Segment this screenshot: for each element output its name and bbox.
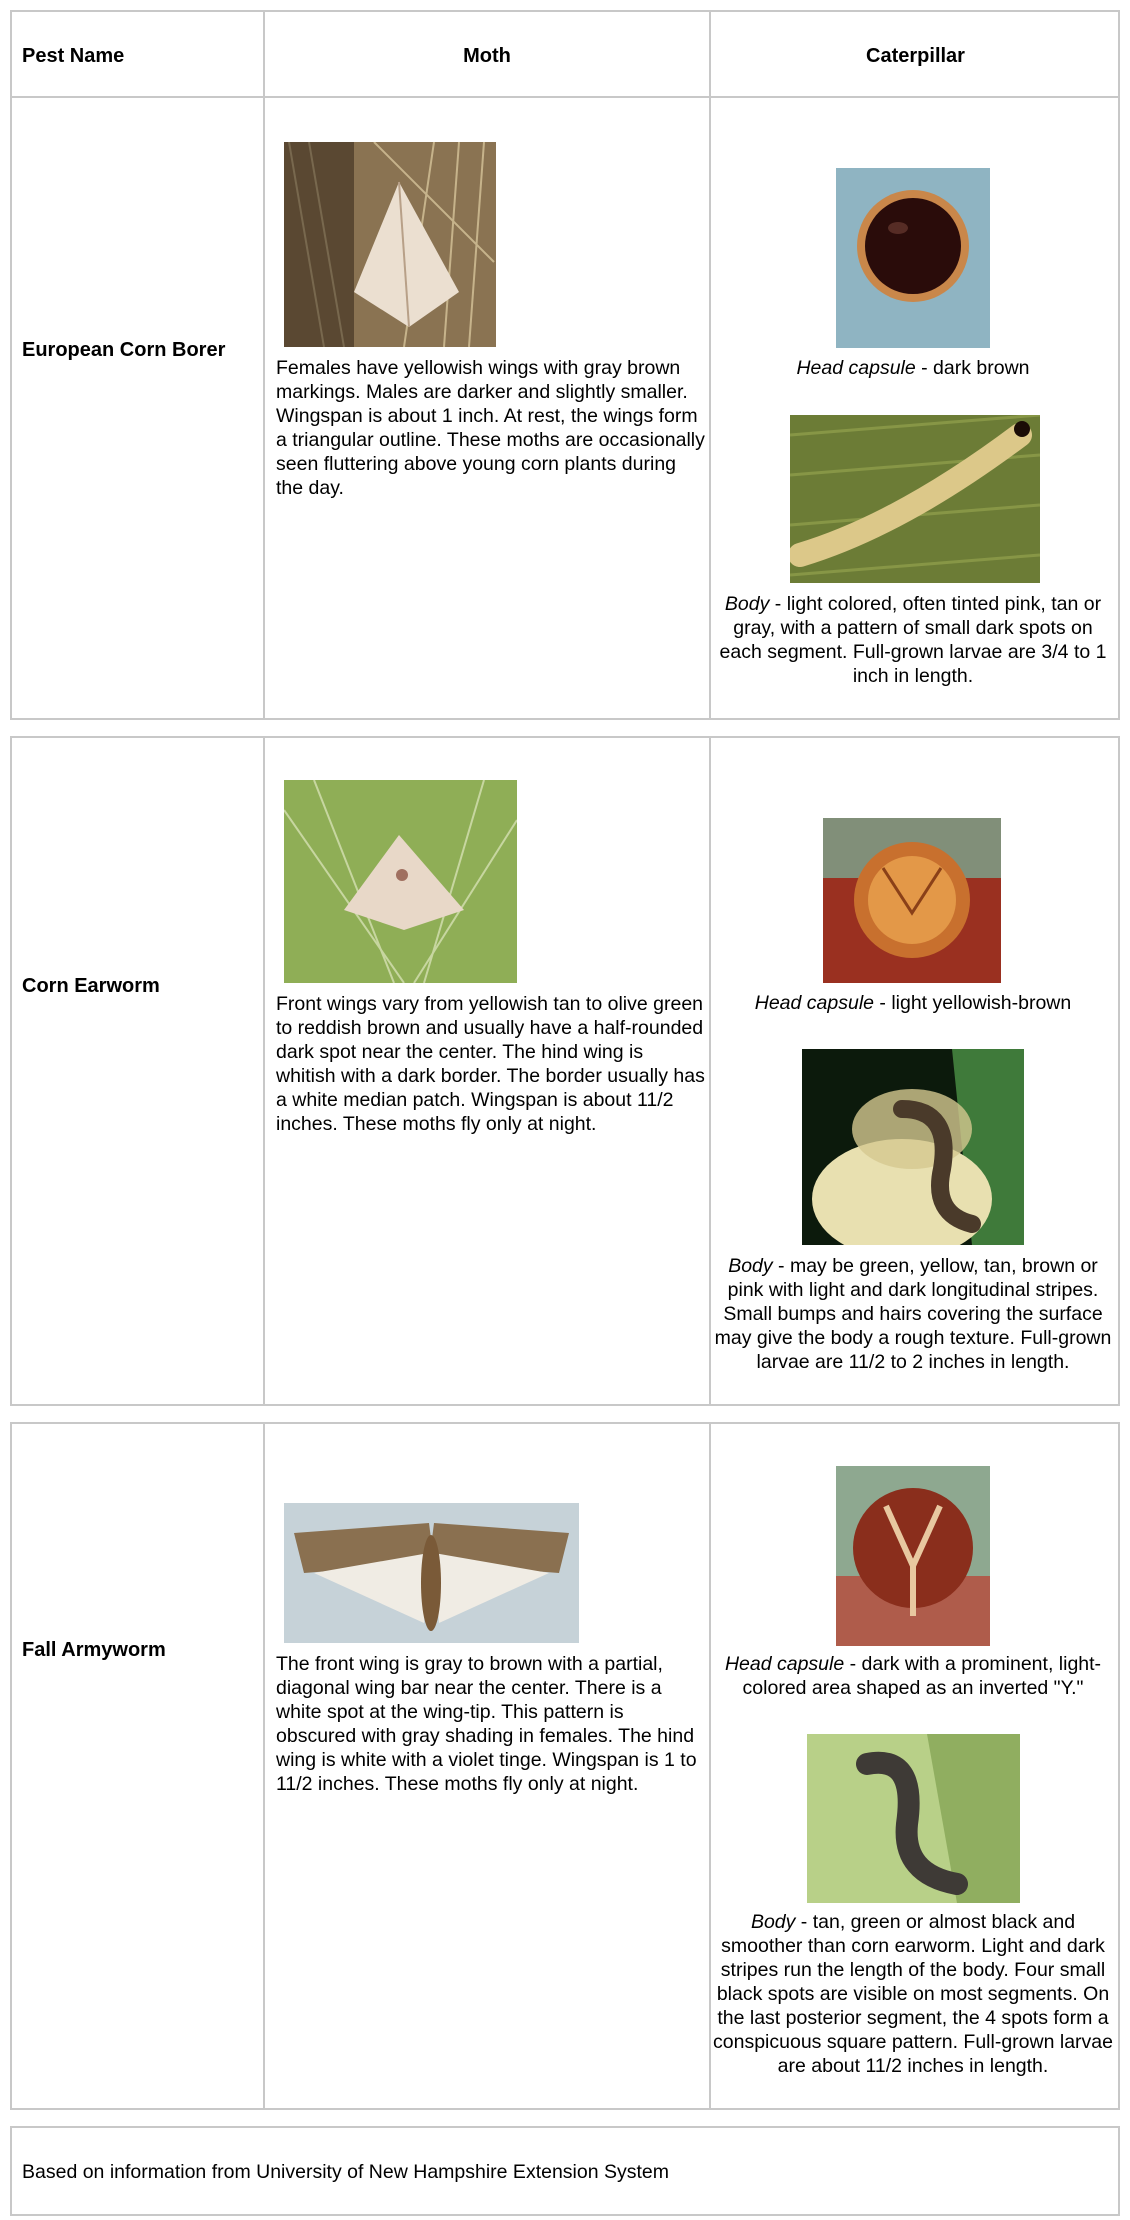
body-text: - may be green, yellow, tan, brown or pink with light and dark longitudinal stripes. Small bumps and hairs covering the surface may give the body a rough texture. Full-grown larvae are 11/2 to 2 inches in length. bbox=[714, 1255, 1112, 1373]
body-label: Body bbox=[750, 1911, 796, 1933]
column-divider bbox=[709, 1422, 711, 2110]
head-capsule-text: - dark with a prominent, light-colored area shaped as an inverted "Y." bbox=[742, 1653, 1102, 1699]
header-moth: Moth bbox=[463, 45, 511, 67]
body-label: Body bbox=[728, 1255, 773, 1277]
header-pest-name: Pest Name bbox=[22, 45, 125, 67]
head-capsule-caption bbox=[712, 356, 1114, 380]
caterpillar-body-photo bbox=[790, 415, 1040, 583]
caterpillar-body-caption bbox=[712, 1910, 1114, 2078]
header-caterpillar: Caterpillar bbox=[866, 45, 965, 67]
head-capsule-text: - dark brown bbox=[915, 357, 1030, 379]
head-capsule-label: Head capsule bbox=[796, 357, 916, 379]
column-divider bbox=[263, 736, 265, 1406]
moth-photo bbox=[284, 780, 517, 983]
moth-description: The front wing is gray to brown with a partial, diagonal wing bar near the center. There is a white spot at the wing-tip. This pattern is obscured with gray shading in females. The hind wing is white with a violet tinge. Wingspan is 1 to 11/2 inches. These moths fly only at night. bbox=[276, 1653, 697, 1795]
caterpillar-body-caption bbox=[712, 1254, 1114, 1374]
head-capsule-photo bbox=[823, 818, 1001, 983]
head-capsule-label: Head capsule bbox=[754, 992, 874, 1014]
head-capsule-label: Head capsule bbox=[724, 1653, 845, 1675]
caterpillar-body-photo bbox=[802, 1049, 1024, 1245]
column-divider bbox=[263, 1422, 265, 2110]
caterpillar-body-caption bbox=[712, 592, 1114, 688]
pest-name: European Corn Borer bbox=[22, 339, 226, 361]
caterpillar-body-photo bbox=[807, 1734, 1020, 1903]
head-capsule-caption bbox=[712, 991, 1114, 1015]
body-label: Body bbox=[724, 593, 770, 615]
pest-name: Fall Armyworm bbox=[22, 1639, 166, 1661]
moth-photo bbox=[284, 142, 496, 347]
body-text: - light colored, often tinted pink, tan or gray, with a pattern of small dark spots on each segment. Full-grown larvae are 3/4 to 1 inch in length. bbox=[719, 593, 1107, 687]
moth-description: Front wings vary from yellowish tan to olive green to reddish brown and usually have a half-rounded dark spot near the center. The hind wing is whitish with a dark border. The border usually has a white median patch. Wingspan is about 11/2 inches. These moths fly only at night. bbox=[276, 993, 705, 1135]
column-divider bbox=[709, 736, 711, 1406]
body-text: - tan, green or almost black and smoother than corn earworm. Light and dark stripes run the length of the body. Four small black spots are visible on most segments. On the last posterior segment, the 4 spots form a conspicuous square pattern. Full-grown larvae are about 11/2 inches in length. bbox=[713, 1911, 1113, 2077]
source-note: Based on information from University of New Hampshire Extension System bbox=[22, 2161, 670, 2183]
head-capsule-caption bbox=[712, 1652, 1114, 1700]
pest-name: Corn Earworm bbox=[22, 975, 160, 997]
column-divider bbox=[263, 10, 265, 720]
head-capsule-photo bbox=[836, 168, 990, 348]
column-divider bbox=[709, 10, 711, 720]
moth-photo bbox=[284, 1503, 579, 1643]
row-separator bbox=[10, 736, 1120, 738]
head-capsule-photo bbox=[836, 1466, 990, 1646]
head-capsule-text: - light yellowish-brown bbox=[874, 992, 1072, 1014]
moth-description: Females have yellowish wings with gray brown markings. Males are darker and slightly smaller. Wingspan is about 1 inch. At rest, the wings form a triangular outline. These moths are occasionally seen fluttering above young corn plants during the day. bbox=[276, 357, 705, 499]
